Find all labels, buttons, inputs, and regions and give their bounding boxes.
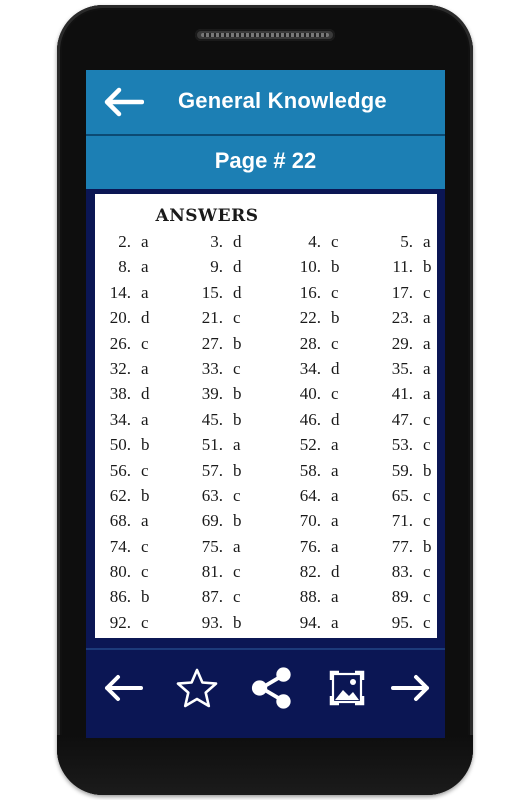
answer-letter: b (233, 333, 242, 353)
question-number: 40. (299, 384, 321, 404)
answer-letter: a (423, 232, 431, 251)
answer-cell (285, 461, 339, 481)
answer-letter: a (423, 384, 431, 404)
question-number: 33. (201, 358, 223, 378)
question-number: 62. (109, 485, 131, 505)
answer-cell (377, 359, 431, 379)
answer-letter: a (141, 511, 149, 531)
answer-cell (187, 587, 241, 607)
star-icon (175, 667, 219, 709)
question-number: 81. (201, 562, 223, 582)
answer-cell (285, 334, 339, 354)
answer-cell (285, 359, 340, 379)
answer-letter: a (141, 409, 149, 429)
answer-letter: a (331, 536, 339, 556)
answer-cell (95, 435, 150, 455)
answer-letter: d (233, 282, 242, 302)
forward-arrow-icon (390, 673, 432, 703)
question-number: 34. (299, 358, 321, 378)
answer-letter: b (331, 308, 340, 328)
answer-letter: a (141, 358, 149, 378)
question-number: 8. (118, 257, 131, 277)
answer-letter: c (233, 587, 241, 607)
answer-letter: a (141, 257, 149, 277)
question-number: 76. (299, 536, 321, 556)
question-number: 5. (400, 232, 413, 251)
image-icon (327, 668, 367, 708)
answer-letter: b (233, 460, 242, 480)
answer-cell (187, 410, 242, 430)
answer-letter: a (233, 435, 241, 455)
answer-letter: c (233, 308, 241, 328)
question-number: 64. (299, 485, 321, 505)
answer-cell (377, 486, 431, 506)
answer-cell (187, 308, 241, 328)
answer-cell (187, 232, 242, 252)
answer-letter: a (331, 587, 339, 607)
question-number: 41. (391, 384, 413, 404)
answer-letter: c (423, 435, 431, 455)
question-number: 27. (201, 333, 223, 353)
answer-letter: c (233, 562, 241, 582)
question-number: 22. (299, 308, 321, 328)
answer-letter: d (233, 232, 242, 251)
answer-letter: d (331, 409, 340, 429)
app-title: General Knowledge (178, 88, 387, 113)
answer-cell (187, 537, 241, 557)
question-number: 14. (109, 282, 131, 302)
answer-letter: d (141, 308, 150, 328)
answer-cell (285, 384, 339, 404)
answer-cell (187, 283, 242, 303)
answer-cell (95, 613, 149, 633)
answer-letter: b (423, 257, 432, 277)
question-number: 3. (210, 232, 223, 251)
question-number: 95. (391, 612, 413, 632)
answer-letter: b (141, 485, 150, 505)
answer-cell (285, 511, 339, 531)
question-number: 86. (109, 587, 131, 607)
answer-letter: c (141, 333, 149, 353)
answer-letter: b (233, 612, 242, 632)
answer-letter: a (233, 536, 241, 556)
answer-letter: c (423, 485, 431, 505)
answer-cell (285, 562, 340, 582)
answer-letter: c (331, 333, 339, 353)
question-number: 56. (109, 460, 131, 480)
answer-letter: b (233, 384, 242, 404)
answer-cell (285, 587, 339, 607)
question-number: 23. (391, 308, 413, 328)
answer-letter: c (423, 612, 431, 632)
earpiece-speaker (195, 29, 335, 41)
answer-cell (377, 511, 431, 531)
answer-cell (377, 232, 431, 252)
answer-cell (377, 587, 431, 607)
question-number: 83. (391, 562, 413, 582)
answer-cell (377, 613, 431, 633)
answer-cell (95, 511, 149, 531)
question-number: 47. (391, 409, 413, 429)
question-number: 77. (391, 536, 413, 556)
answer-cell (95, 283, 149, 303)
answer-cell (95, 308, 150, 328)
question-number: 88. (299, 587, 321, 607)
share-icon (250, 666, 294, 710)
answer-cell (95, 537, 149, 557)
page-number-label: Page # 22 (214, 148, 317, 173)
answer-cell (377, 410, 431, 430)
answer-cell (377, 435, 431, 455)
answer-letter: a (423, 358, 431, 378)
next-page-button[interactable] (389, 666, 433, 710)
answer-cell (95, 410, 149, 430)
favorite-button[interactable] (175, 666, 219, 710)
answer-letter: c (233, 358, 241, 378)
answer-cell (285, 537, 339, 557)
back-arrow-icon (102, 87, 144, 117)
answer-letter: a (141, 282, 149, 302)
answer-cell (95, 384, 150, 404)
answer-cell (187, 435, 241, 455)
back-arrow-icon (102, 673, 144, 703)
answer-cell (377, 562, 431, 582)
share-button[interactable] (250, 666, 294, 710)
question-number: 69. (201, 511, 223, 531)
answer-letter: b (331, 257, 340, 277)
answer-cell (95, 359, 149, 379)
question-number: 50. (109, 435, 131, 455)
answer-cell (377, 384, 431, 404)
answer-cell (285, 283, 339, 303)
answer-letter: c (423, 587, 431, 607)
answer-cell (285, 257, 340, 277)
answer-cell (187, 359, 241, 379)
bottom-toolbar (86, 648, 445, 738)
question-number: 38. (109, 384, 131, 404)
answer-letter: c (423, 511, 431, 531)
answer-cell (187, 384, 242, 404)
answer-cell (377, 334, 431, 354)
question-number: 70. (299, 511, 321, 531)
answer-letter: b (233, 409, 242, 429)
question-number: 59. (391, 460, 413, 480)
answer-cell (95, 562, 149, 582)
page-indicator-bar (86, 136, 445, 189)
answer-letter: a (331, 612, 339, 632)
question-number: 2. (118, 232, 131, 251)
answer-letter: c (141, 562, 149, 582)
answer-letter: a (331, 485, 339, 505)
answer-letter: d (141, 384, 150, 404)
answer-letter: c (141, 612, 149, 632)
answer-cell (285, 435, 339, 455)
question-number: 82. (299, 562, 321, 582)
question-number: 15. (201, 282, 223, 302)
answer-letter: c (423, 562, 431, 582)
question-number: 9. (210, 257, 223, 277)
answer-letter: d (331, 562, 340, 582)
question-number: 4. (308, 232, 321, 251)
answer-letter: a (331, 435, 339, 455)
answer-cell (187, 613, 242, 633)
answer-cell (95, 334, 149, 354)
answer-cell (187, 562, 241, 582)
answer-cell (187, 257, 242, 277)
answer-cell (285, 486, 339, 506)
question-number: 46. (299, 409, 321, 429)
answer-cell (377, 308, 431, 328)
answer-letter: b (423, 460, 432, 480)
question-number: 68. (109, 511, 131, 531)
question-number: 80. (109, 562, 131, 582)
question-number: 58. (299, 460, 321, 480)
app-screen (86, 70, 445, 738)
question-number: 75. (201, 536, 223, 556)
answer-letter: c (423, 282, 431, 302)
answer-cell (95, 461, 149, 481)
app-bar (86, 70, 445, 134)
answer-letter: a (331, 460, 339, 480)
question-number: 71. (391, 511, 413, 531)
answer-cell (377, 283, 431, 303)
question-number: 52. (299, 435, 321, 455)
toolbar-divider (86, 648, 445, 650)
question-number: 11. (392, 257, 413, 277)
answer-letter: a (141, 232, 149, 251)
answer-letter: c (331, 282, 339, 302)
question-number: 35. (391, 358, 413, 378)
question-number: 39. (201, 384, 223, 404)
question-number: 32. (109, 358, 131, 378)
answer-letter: c (233, 485, 241, 505)
set-wallpaper-button[interactable] (325, 666, 369, 710)
answer-letter: a (423, 333, 431, 353)
answer-cell (187, 486, 241, 506)
answer-cell (285, 232, 339, 252)
question-number: 92. (109, 612, 131, 632)
answer-cell (285, 410, 340, 430)
answer-cell (95, 587, 150, 607)
question-number: 28. (299, 333, 321, 353)
question-number: 53. (391, 435, 413, 455)
answer-letter: b (233, 511, 242, 531)
question-number: 57. (201, 460, 223, 480)
answer-letter: c (141, 536, 149, 556)
answer-letter: b (423, 536, 432, 556)
answers-page (95, 194, 437, 638)
back-button[interactable] (100, 84, 146, 120)
answer-cell (187, 461, 242, 481)
answer-cell (377, 257, 432, 277)
phone-chin (57, 735, 473, 795)
answer-letter: d (331, 358, 340, 378)
page-heading: ANSWERS (155, 206, 259, 226)
answer-cell (377, 461, 432, 481)
question-number: 63. (201, 485, 223, 505)
question-number: 34. (109, 409, 131, 429)
answer-letter: c (331, 384, 339, 404)
question-number: 65. (391, 485, 413, 505)
answer-cell (285, 613, 339, 633)
answer-letter: b (141, 435, 150, 455)
answer-letter: a (423, 308, 431, 328)
question-number: 74. (109, 536, 131, 556)
question-number: 94. (299, 612, 321, 632)
answer-cell (187, 511, 242, 531)
answer-letter: d (233, 257, 242, 277)
answer-cell (285, 308, 340, 328)
answer-cell (95, 232, 149, 252)
question-number: 17. (391, 282, 413, 302)
question-number: 51. (201, 435, 223, 455)
answer-letter: c (423, 409, 431, 429)
question-number: 16. (299, 282, 321, 302)
question-number: 21. (201, 308, 223, 328)
question-number: 87. (201, 587, 223, 607)
answer-letter: a (331, 511, 339, 531)
answer-cell (377, 537, 432, 557)
previous-page-button[interactable] (101, 666, 145, 710)
answer-cell (95, 486, 150, 506)
answer-cell (95, 257, 149, 277)
question-number: 89. (391, 587, 413, 607)
question-number: 93. (201, 612, 223, 632)
question-number: 26. (109, 333, 131, 353)
question-number: 20. (109, 308, 131, 328)
answer-cell (187, 334, 242, 354)
question-number: 45. (201, 409, 223, 429)
answer-letter: b (141, 587, 150, 607)
answer-letter: c (331, 232, 339, 251)
question-number: 10. (299, 257, 321, 277)
question-number: 29. (391, 333, 413, 353)
answer-letter: c (141, 460, 149, 480)
